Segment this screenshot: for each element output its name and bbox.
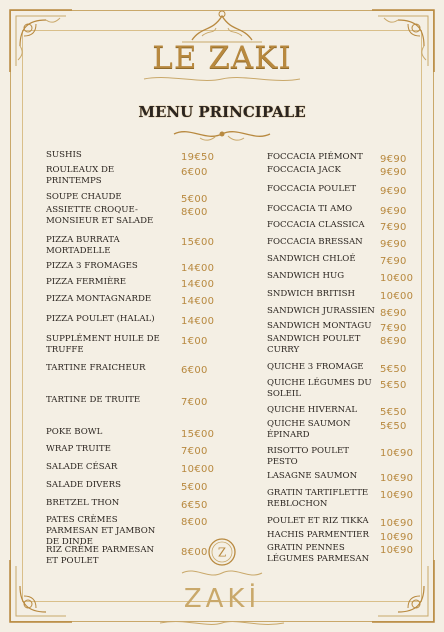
menu-item-name: FOCCACIA POULET (267, 184, 357, 194)
menu-item-name: RISOTTO POULET PESTO (267, 446, 349, 467)
menu-item-price: 7€90 (380, 256, 407, 267)
zaki-medallion-icon (206, 536, 238, 568)
menu-item (46, 314, 162, 325)
menu-item-name: GRATIN PENNES LÉGUMES PARMESAN (267, 543, 370, 564)
menu-item-name: TARTINE FRAICHEUR (46, 363, 146, 373)
menu-item (46, 515, 162, 548)
menu-item (267, 271, 375, 282)
menu-item (267, 516, 375, 527)
menu-item-price: 14€00 (181, 279, 215, 290)
menu-item-price: 9€90 (380, 206, 407, 217)
menu-item (46, 277, 162, 288)
menu-item-name: FOCCACIA BRESSAN (267, 237, 363, 247)
menu-item-price: 19€50 (181, 152, 215, 163)
menu-item-name: PIZZA FERMIÈRE (46, 277, 126, 287)
menu-item (46, 363, 162, 374)
menu-item-price: 7€00 (181, 446, 208, 457)
menu-item-name: SUPPLÉMENT HUILE DE TRUFFE (46, 334, 160, 355)
menu-item (46, 462, 162, 473)
menu-item-price: 7€00 (181, 397, 208, 408)
menu-item-name: PIZZA POULET (HALAL) (46, 314, 155, 324)
subtitle-flourish-icon (170, 124, 274, 144)
menu-item-price: 7€90 (380, 222, 407, 233)
menu-item-price: 6€50 (181, 500, 208, 511)
menu-item (46, 545, 162, 567)
menu-item-price: 5€00 (181, 194, 208, 205)
menu-item-name: SANDWICH POULET CURRY (267, 334, 361, 355)
menu-item-price: 14€00 (181, 263, 215, 274)
menu-item-price: 9€90 (380, 186, 407, 197)
menu-item-price: 8€00 (181, 207, 208, 218)
menu-item-name: SALADE CÉSAR (46, 462, 118, 472)
menu-item (267, 184, 375, 195)
menu-item-name: FOCCACIA PIÉMONT (267, 152, 363, 162)
menu-item (267, 152, 375, 163)
menu-item-name: SANDWICH JURASSIEN (267, 306, 375, 316)
menu-item-name: SUSHIS (46, 150, 82, 160)
menu-item-price: 14€00 (181, 296, 215, 307)
menu-item (46, 498, 162, 509)
menu-item-name: SANDWICH MONTAGU (267, 321, 372, 331)
menu-item-name: SOUPE CHAUDE (46, 192, 122, 202)
menu-item-name: SALADE DIVERS (46, 480, 122, 490)
menu-item (46, 294, 162, 305)
menu-item-name: QUICHE HIVERNAL (267, 405, 358, 415)
menu-item-name: QUICHE LÉGUMES DU SOLEIL (267, 378, 372, 399)
menu-item (46, 395, 162, 406)
menu-item (267, 204, 375, 215)
menu-item-price: 15€00 (181, 429, 215, 440)
menu-item-name: ASSIETTE CROQUE-MONSIEUR ET SALADE (46, 205, 154, 226)
menu-item-price: 15€00 (181, 237, 215, 248)
menu-item-price: 8€90 (380, 336, 407, 347)
menu-item (267, 321, 375, 332)
menu-item (267, 237, 375, 248)
menu-item-price: 7€90 (380, 323, 407, 334)
menu-item (267, 334, 375, 356)
menu-item-name: SANDWICH CHLOÉ (267, 254, 356, 264)
menu-item-price: 5€50 (380, 421, 407, 432)
menu-item-price: 10€00 (380, 291, 414, 302)
menu-item-price: 9€90 (380, 239, 407, 250)
menu-item (267, 220, 375, 231)
menu-item-price: 9€90 (380, 167, 407, 178)
menu-item (46, 192, 162, 203)
menu-item-price: 10€90 (380, 448, 414, 459)
menu-item (267, 165, 375, 176)
menu-item-price: 8€00 (181, 517, 208, 528)
title-flourish-icon (140, 72, 304, 86)
menu-item (267, 289, 375, 300)
menu-item-name: FOCCACIA CLASSICA (267, 220, 365, 230)
menu-subtitle: MENU PRINCIPALE (138, 103, 306, 121)
menu-item (267, 488, 375, 510)
menu-item-name: PATES CRÈMES PARMESAN ET JAMBON DE DINDE (46, 515, 156, 547)
menu-item-name: BRETZEL THON (46, 498, 120, 508)
menu-item (267, 419, 375, 441)
menu-item-price: 10€00 (181, 464, 215, 475)
menu-item-name: POKE BOWL (46, 427, 103, 437)
bottom-flourish-icon (178, 566, 266, 580)
menu-item (267, 530, 375, 541)
menu-item-price: 10€90 (380, 532, 414, 543)
menu-item-name: ROULEAUX DE PRINTEMPS (46, 165, 115, 186)
menu-item-price: 5€50 (380, 364, 407, 375)
menu-item-name: QUICHE SAUMON ÉPINARD (267, 419, 351, 440)
menu-item (46, 427, 162, 438)
menu-item-name: RIZ CRÈME PARMESAN ET POULET (46, 545, 155, 566)
menu-item-price: 10€00 (380, 273, 414, 284)
restaurant-title: LE ZAKI (152, 40, 292, 76)
menu-item-name: SANDWICH HUG (267, 271, 345, 281)
menu-item-price: 1€00 (181, 336, 208, 347)
menu-item-price: 10€90 (380, 490, 414, 501)
menu-item (267, 254, 375, 265)
menu-item (46, 165, 162, 187)
menu-item (46, 150, 162, 161)
menu-item (267, 306, 375, 317)
logo-flourish-icon (156, 618, 288, 628)
menu-item-name: FOCCACIA JACK (267, 165, 341, 175)
menu-item-price: 8€00 (181, 547, 208, 558)
menu-item-price: 10€90 (380, 473, 414, 484)
menu-item-price: 5€50 (380, 380, 407, 391)
menu-item-name: PIZZA BURRATA MORTADELLE (46, 235, 120, 256)
menu-item-name: WRAP TRUITE (46, 444, 111, 454)
menu-item (267, 446, 375, 468)
menu-item-name: SNDWICH BRITISH (267, 289, 356, 299)
menu-item-price: 10€90 (380, 545, 414, 556)
menu-item (267, 378, 375, 400)
menu-item (46, 444, 162, 455)
menu-item (267, 471, 375, 482)
menu-item-name: FOCCACIA TI AMO (267, 204, 353, 214)
menu-item (267, 362, 375, 373)
menu-item-name: GRATIN TARTIFLETTE REBLOCHON (267, 488, 369, 509)
menu-item-name: PIZZA MONTAGNARDE (46, 294, 152, 304)
menu-item (46, 261, 162, 272)
menu-item-name: PIZZA 3 FROMAGES (46, 261, 138, 271)
menu-item-price: 5€50 (380, 407, 407, 418)
menu-item (46, 205, 162, 227)
menu-item (267, 405, 375, 416)
menu-item-name: TARTINE DE TRUITE (46, 395, 141, 405)
menu-item-price: 10€90 (380, 518, 414, 529)
menu-item-price: 6€00 (181, 167, 208, 178)
menu-item (267, 543, 375, 565)
menu-item-price: 5€00 (181, 482, 208, 493)
menu-item-price: 9€90 (380, 154, 407, 165)
menu-item-price: 6€00 (181, 365, 208, 376)
menu-item-name: POULET ET RIZ TIKKA (267, 516, 369, 526)
menu-item (46, 480, 162, 491)
menu-item-price: 14€00 (181, 316, 215, 327)
menu-item-name: HACHIS PARMENTIER (267, 530, 369, 540)
menu-item (46, 235, 162, 257)
menu-item-name: LASAGNE SAUMON (267, 471, 358, 481)
menu-item-name: QUICHE 3 FROMAGE (267, 362, 364, 372)
menu-item (46, 334, 162, 356)
zaki-logo: ZAKİ (183, 584, 261, 614)
medallion-letter: Z (217, 545, 227, 560)
menu-item-price: 8€90 (380, 308, 407, 319)
